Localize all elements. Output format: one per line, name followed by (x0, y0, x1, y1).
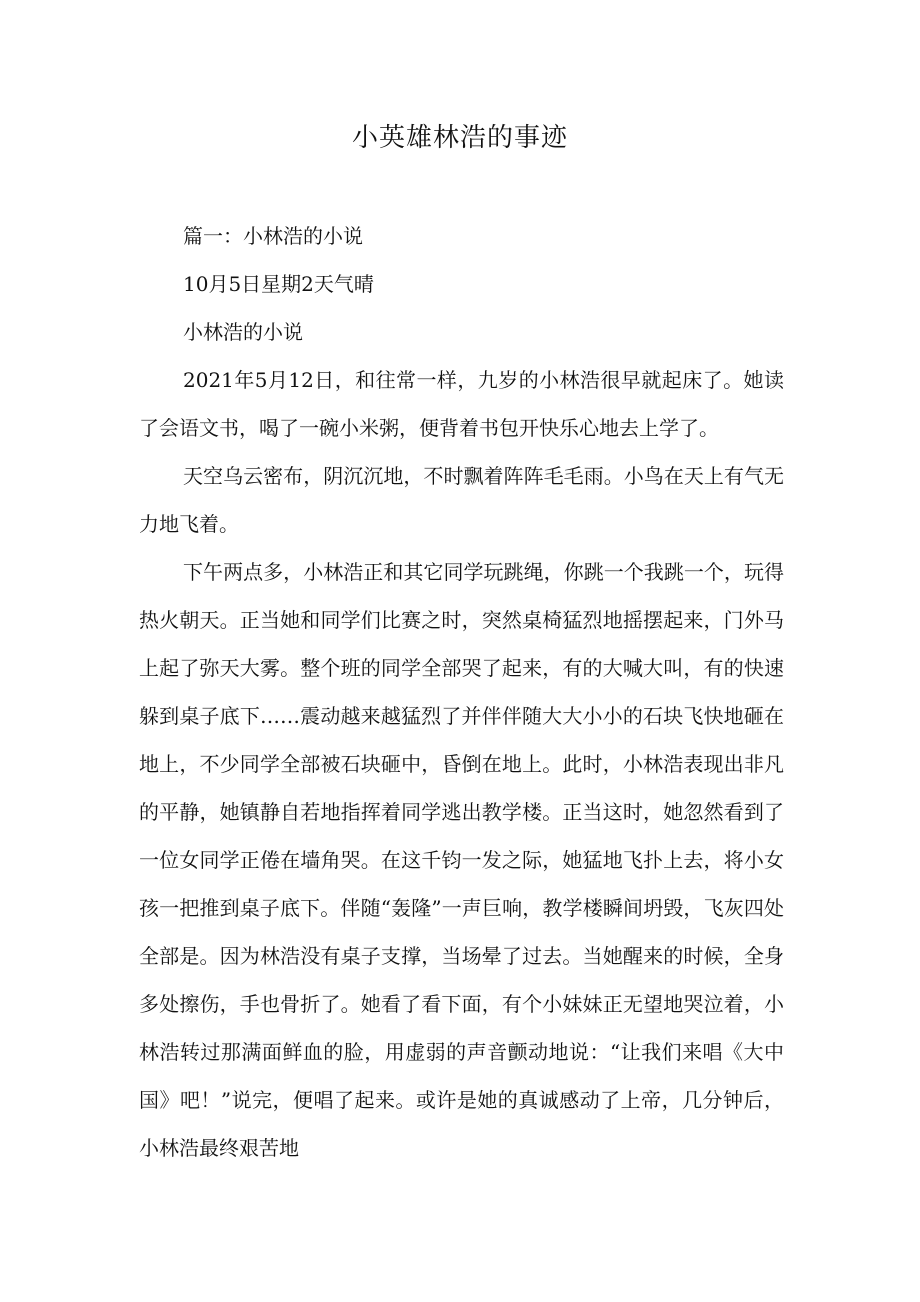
document-body (139, 212, 784, 1172)
paragraph-earthquake: 下午两点多，小林浩正和其它同学玩跳绳，你跳一个我跳一个，玩得热火朝天。正当她和同学们比赛之时，突然桌椅猛烈地摇摆起来，门外马上起了弥天大雾。整个班的同学全部哭了起来，有的大喊大叫，有的快速躲到桌子底下……震动越来越猛烈了并伴伴随大大小小的石块飞快地砸在地上，不少同学全部被石块砸中，昏倒在地上。此时，小林浩表现出非凡的平静，她镇静自若地指挥着同学逃出教学楼。正当这时，她忽然看到了一位女同学正倦在墙角哭。在这千钧一发之际，她猛地飞扑上去，将小女孩一把推到桌子底下。伴随“轰隆”一声巨响，教学楼瞬间坍毁，飞灰四处全部是。因为林浩没有桌子支撑，当场晕了过去。当她醒来的时候，全身多处擦伤，手也骨折了。她看了看下面，有个小妹妹正无望地哭泣着，小林浩转过那满面鲜血的脸，用虚弱的声音颤动地说：“让我们来唱《大中国》吧！”说完，便唱了起来。或许是她的真诚感动了上帝，几分钟后，小林浩最终艰苦地 (139, 560, 784, 1160)
document-title: 小英雄林浩的事迹 (351, 123, 568, 153)
diary-date-line: 10月5日星期2天气晴 (183, 272, 374, 296)
story-title: 小林浩的小说 (183, 320, 303, 344)
paragraph-weather: 天空乌云密布，阴沉沉地，不时飘着阵阵毛毛雨。小鸟在天上有气无力地飞着。 (139, 464, 784, 536)
section-heading: 篇一：小林浩的小说 (183, 224, 363, 248)
paragraph-morning: 2021年5月12日，和往常一样，九岁的小林浩很早就起床了。她读了会语文书，喝了一碗小米粥，便背着书包开快乐心地去上学了。 (139, 368, 784, 440)
